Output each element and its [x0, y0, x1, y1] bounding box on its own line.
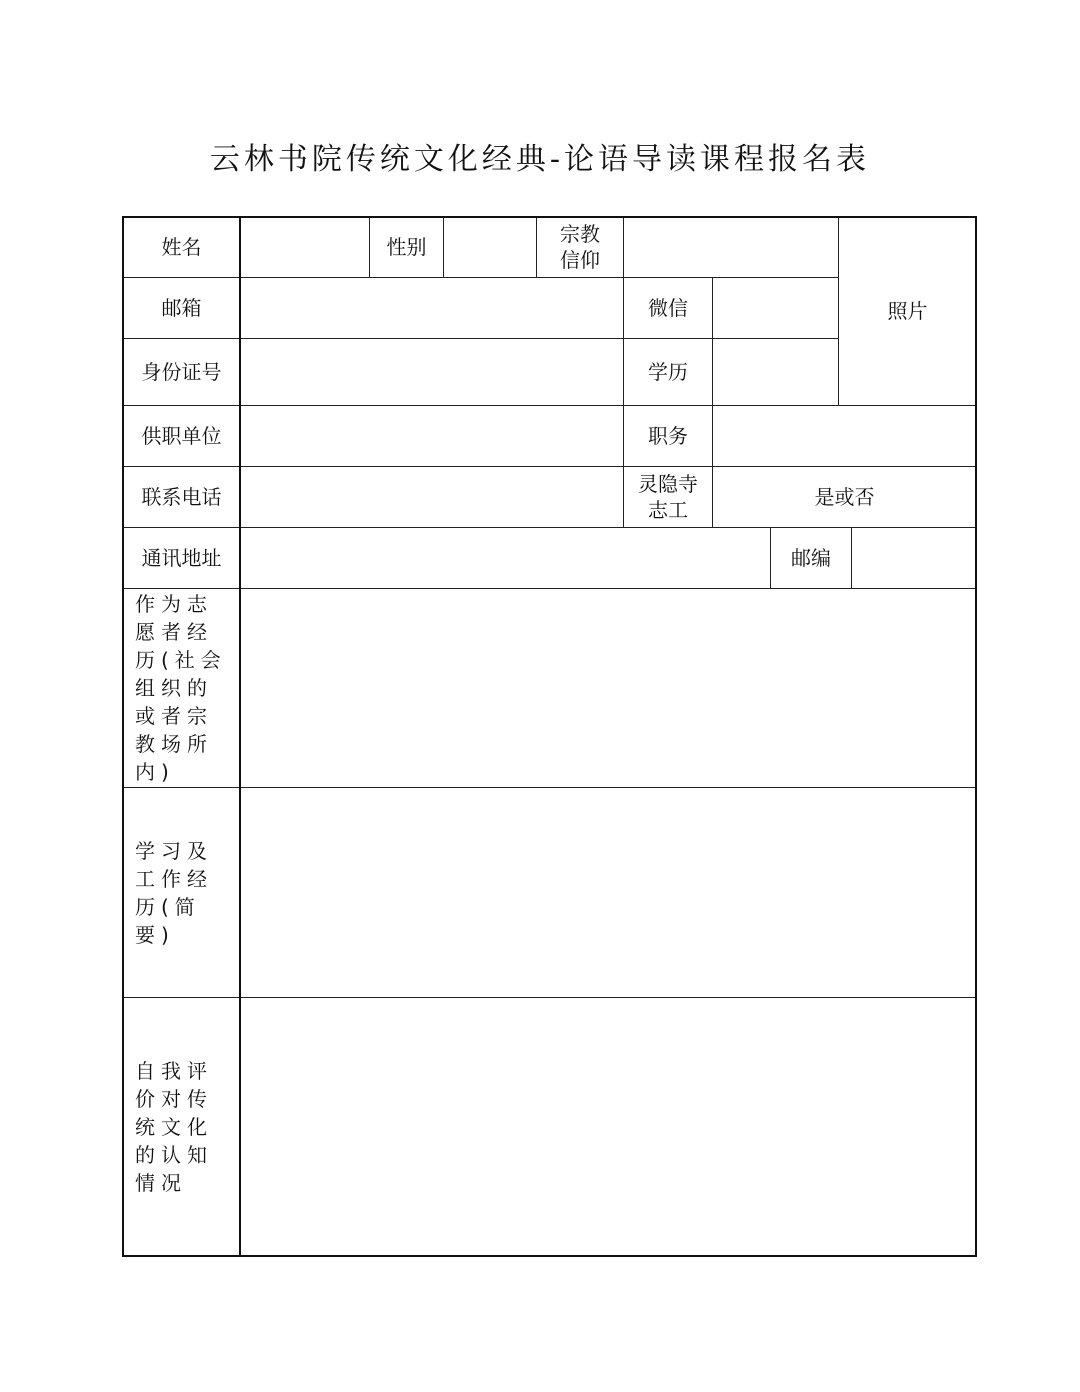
name-field[interactable]: [240, 216, 370, 278]
volunteer-experience-field[interactable]: [240, 588, 977, 788]
photo-box[interactable]: 照片: [838, 216, 977, 406]
volunteer-yes-no-field[interactable]: 是或否: [712, 466, 977, 528]
study-work-experience-field[interactable]: [240, 787, 977, 998]
self-evaluation-field[interactable]: [240, 997, 977, 1257]
wechat-field[interactable]: [712, 277, 839, 339]
gender-field[interactable]: [443, 216, 537, 278]
position-field[interactable]: [712, 405, 977, 467]
email-field[interactable]: [240, 277, 624, 339]
registration-form: [122, 216, 977, 1257]
label-postcode: 邮编: [770, 527, 852, 589]
label-study-work-experience: 学习及工作经历(简要): [122, 787, 241, 998]
postcode-field[interactable]: [851, 527, 977, 589]
education-field[interactable]: [712, 338, 839, 406]
label-employer: 供职单位: [122, 405, 241, 467]
label-position: 职务: [623, 405, 713, 467]
label-phone: 联系电话: [122, 466, 241, 528]
label-name: 姓名: [122, 216, 241, 278]
religion-field[interactable]: [623, 216, 839, 278]
label-religion: 宗教 信仰: [536, 216, 624, 278]
label-id-number: 身份证号: [122, 338, 241, 406]
label-self-evaluation: 自我评价对传统文化的认知情况: [122, 997, 241, 1257]
label-volunteer: 灵隐寺 志工: [623, 466, 713, 528]
label-wechat: 微信: [623, 277, 713, 339]
label-gender: 性别: [369, 216, 444, 278]
label-address: 通讯地址: [122, 527, 241, 589]
employer-field[interactable]: [240, 405, 624, 467]
label-email: 邮箱: [122, 277, 241, 339]
label-education: 学历: [623, 338, 713, 406]
id-number-field[interactable]: [240, 338, 624, 406]
label-volunteer-experience: 作为志愿者经历(社会组织的或者宗教场所内): [122, 588, 241, 788]
address-field[interactable]: [240, 527, 771, 589]
form-title: 云林书院传统文化经典-论语导读课程报名表: [209, 142, 871, 177]
label-column-divider: [239, 216, 241, 1257]
phone-field[interactable]: [240, 466, 624, 528]
